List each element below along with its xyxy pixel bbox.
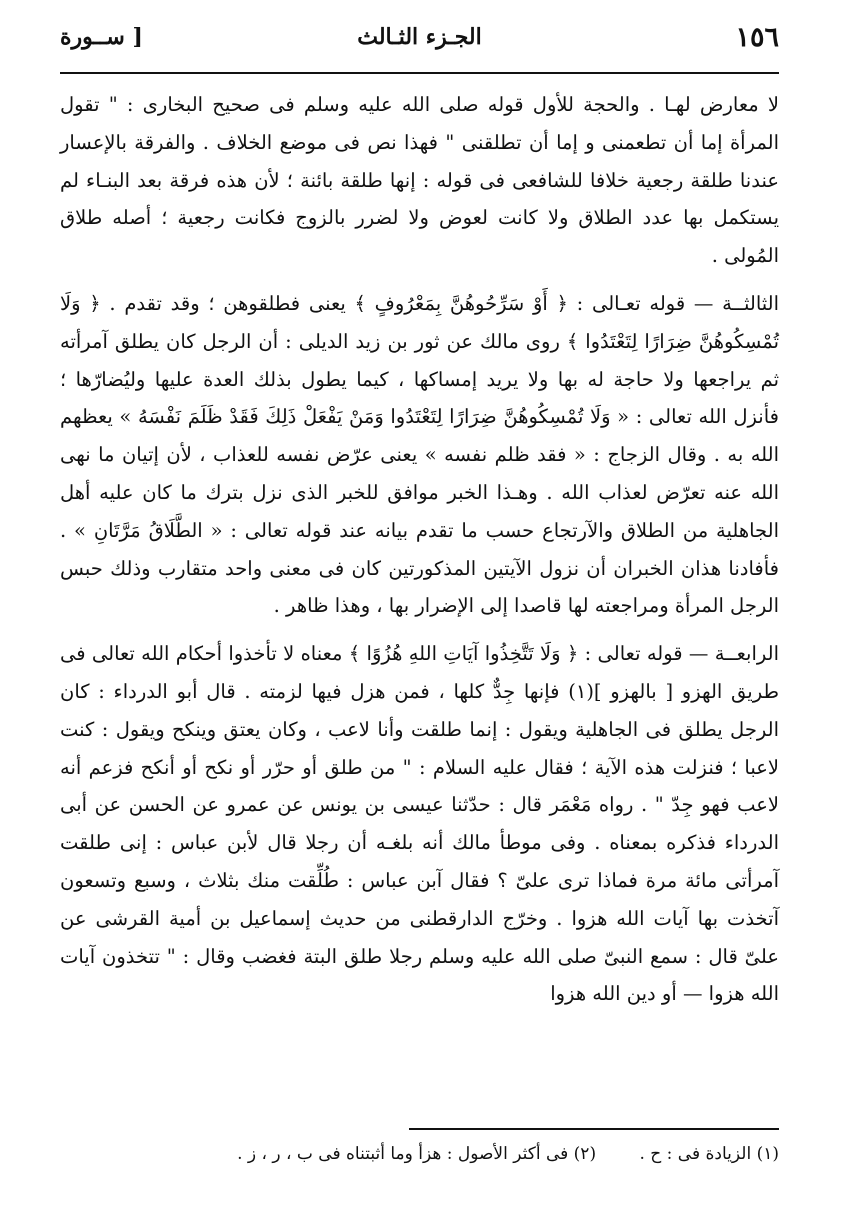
running-title: الجـزء الثـالث [357, 24, 482, 50]
surah-label: [ ســورة [60, 24, 143, 50]
header-rule [60, 72, 779, 74]
footnote-rule [409, 1128, 779, 1130]
footnote-2: (٢) فى أكثر الأصول : هزأ وما أثبتناه فى ب ، ر ، ز . [237, 1144, 597, 1164]
footnote-1: (١) الزيادة فى : ح . [639, 1144, 779, 1164]
page-header [60, 18, 779, 66]
page-number: ١٥٦ [735, 22, 779, 53]
footnotes [60, 1138, 779, 1170]
main-text [60, 86, 779, 1013]
paragraph: لا معارض لهـا . والحجة للأول قوله صلى الله عليه وسلم فى صحيح البخارى : " تقول المرأة إما أن تطعمنى و إما أن تطلقنى " فهذا نص فى موضع الخلاف . والفرقة بالإعسار عندنا طلقة رجعية خلافا للشافعى فى قوله : إنها طلقة بائنة ؛ لأن هذه فرقة بعد البنـاء لم يستكمل بها عدد الطلاق ولا كانت لعوض ولا لضرر بالزوج فكانت رجعية ؛ أصله طلاق المُولى . [60, 93, 779, 268]
paragraph: الرابعــة — قوله تعالى : ﴿ وَلَا تَتَّخِذُوا آيَاتِ اللهِ هُزُوًا ﴾ معناه لا تأخذوا أحكام الله تعالى فى طريق الهزو [ بالهزو ](١) فإنها جِدٌّ كلها ، فمن هزل فيها لزمته . قال أبو الدرداء : كان الرجل يطلق فى الجاهلية ويقول : إنما طلقت وأنا لاعب ، وكان يعتق وينكح ويقول : كنت لاعبا ؛ فنزلت هذه الآية ؛ فقال عليه السلام : " من طلق أو حرّر أو نكح أو أنكح فزعم أنه لاعب فهو جِدّ " . رواه مَعْمَر قال : حدّثنا عيسى بن يونس عن عمرو عن الحسن عن أبى الدرداء فذكره بمعناه . وفى موطأ مالك أنه بلغـه أن رجلا قال لأبن عباس : إنى طلقت آمرأتى مائة مرة فماذا ترى علىّ ؟ فقال آبن عباس : طُلِّقت منك بثلاث ، وسبع وتسعون آتخذت بها آيات الله هزوا . وخرّج الدارقطنى من حديث إسماعيل بن أمية القرشى عن علىّ قال : سمع النبىّ صلى الله عليه وسلم رجلا طلق البتة فغضب وقال : " تتخذون آيات الله هزوا — أو دين الله هزوا [60, 642, 779, 1006]
paragraph: الثالثــة — قوله تعـالى : ﴿ أَوْ سَرِّحُوهُنَّ بِمَعْرُوفٍ ﴾ يعنى فطلقوهن ؛ وقد تقدم . ﴿ وَلَا تُمْسِكُوهُنَّ ضِرَارًا لِتَعْتَدُوا ﴾ روى مالك عن ثور بن زيد الديلى : أن الرجل كان يطلق آمرأته ثم يراجعها ولا حاجة له بها ولا يريد إمساكها ، كيما يطول بذلك العدة عليها وليُضارّها ؛ فأنزل الله تعالى : « وَلَا تُمْسِكُوهُنَّ ضِرَارًا لِتَعْتَدُوا وَمَنْ يَفْعَلْ ذَلِكَ فَقَدْ ظَلَمَ نَفْسَهُ » يعظهم الله به . وقال الزجاج : « فقد ظلم نفسه » يعنى عرّض نفسه للعذاب ، لأن إتيان ما نهى الله عنه تعرّض لعذاب الله . وهـذا الخبر موافق للخبر الذى نزل بترك ما كان عليه أهل الجاهلية من الطلاق والآرتجاع حسب ما تقدم بيانه عند قوله تعالى : « الطَّلَاقُ مَرَّتَانِ » . فأفادنا هذان الخبران أن نزول الآيتين المذكورتين كان فى معنى واحد متقارب وذلك حبس الرجل المرأة ومراجعته لها قاصدا إلى الإضرار بها ، وهذا ظاهر . [60, 291, 779, 618]
